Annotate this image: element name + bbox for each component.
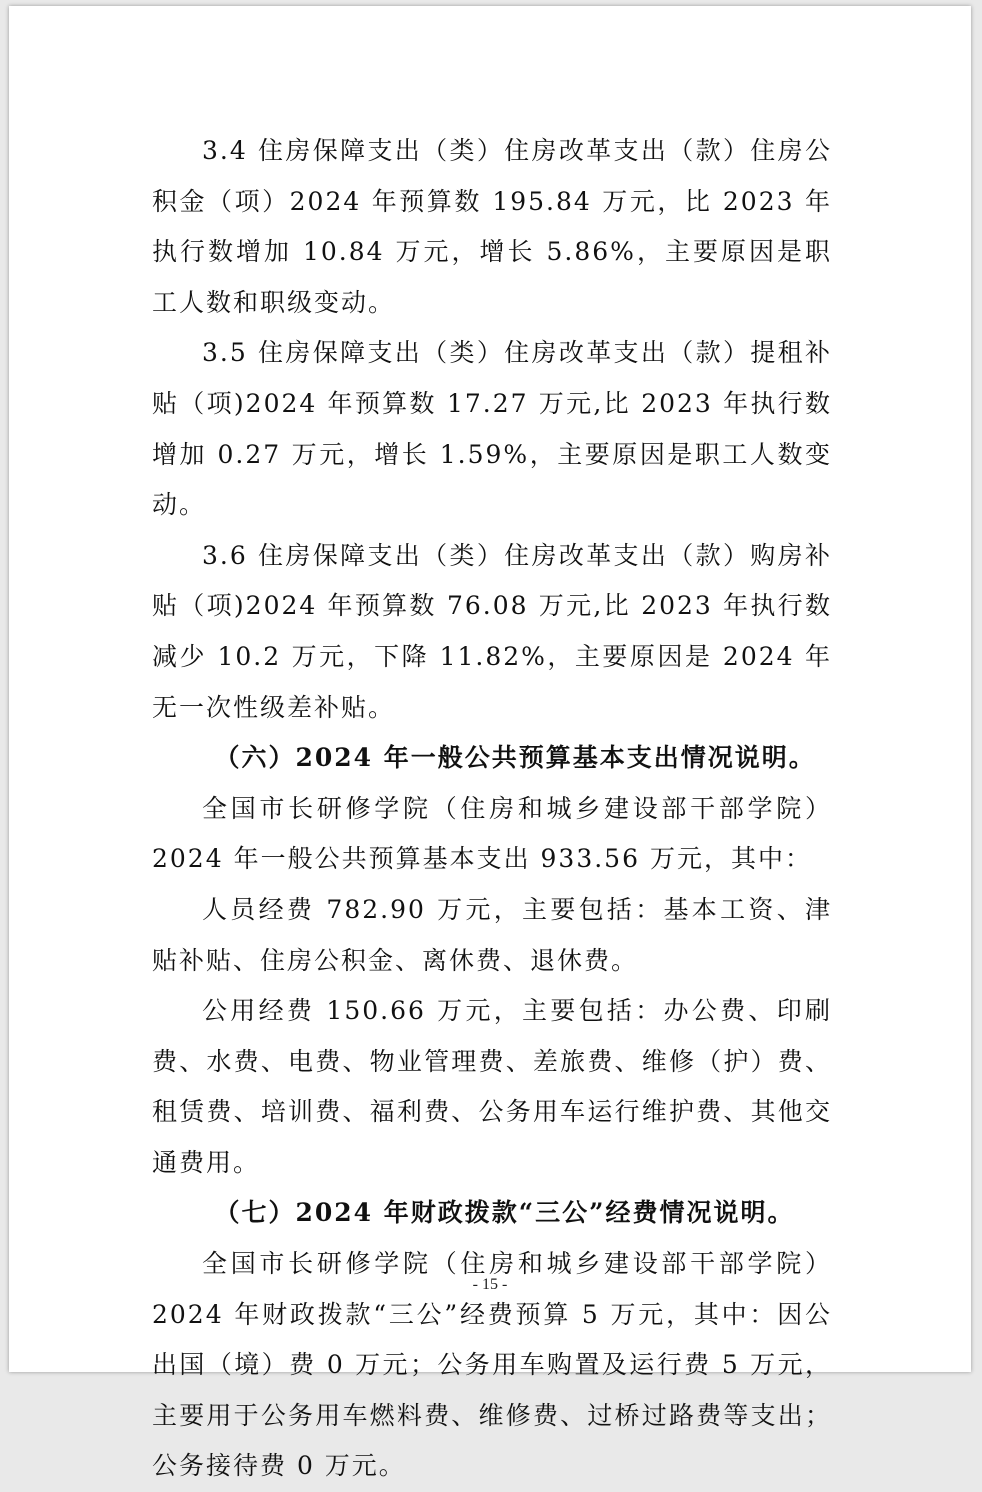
page-number: - 15 - <box>472 1276 508 1293</box>
paragraph-purchase-subsidy: 3.6 住房保障支出（类）住房改革支出（款）购房补贴（项)2024 年预算数 76.08 万元,比 2023 年执行数减少 10.2 万元，下降 11.82%，主要原因是 2024 年无一次性级差补贴。 <box>152 540 832 722</box>
paragraph-housing-fund: 3.4 住房保障支出（类）住房改革支出（款）住房公积金（项）2024 年预算数 195.84 万元，比 2023 年执行数增加 10.84 万元，增长 5.86%，主要原因是职工人数和职级变动。 <box>152 136 832 317</box>
paragraph-basic-expenditure: 全国市长研修学院（住房和城乡建设部干部学院）2024 年一般公共预算基本支出 933.56 万元，其中： <box>152 793 832 874</box>
paragraph-rent-subsidy: 3.5 住房保障支出（类）住房改革支出（款）提租补贴（项)2024 年预算数 17.27 万元,比 2023 年执行数增加 0.27 万元，增长 1.59%，主要原因是职工人数变动。 <box>152 338 832 520</box>
section-heading-three-public: （七）2024 年财政拨款“三公”经费情况说明。 <box>214 1198 795 1228</box>
section-heading-basic-expenditure: （六）2024 年一般公共预算基本支出情况说明。 <box>214 743 816 773</box>
paragraph-three-public: 全国市长研修学院（住房和城乡建设部干部学院）2024 年财政拨款“三公”经费预算 5 万元，其中：因公出国（境）费 0 万元；公务用车购置及运行费 5 万元，主要用于公务用车燃料费、维修费、过桥过路费等支出；公务接待费 0 万元。 <box>152 1249 832 1481</box>
document-page <box>9 6 971 1481</box>
paragraph-public-expenses: 公用经费 150.66 万元，主要包括：办公费、印刷费、水费、电费、物业管理费、差旅费、维修（护）费、租赁费、培训费、福利费、公务用车运行维护费、其他交通费用。 <box>152 996 832 1177</box>
paragraph-personnel-expenses: 人员经费 782.90 万元，主要包括：基本工资、津贴补贴、住房公积金、离休费、退休费。 <box>152 894 832 975</box>
